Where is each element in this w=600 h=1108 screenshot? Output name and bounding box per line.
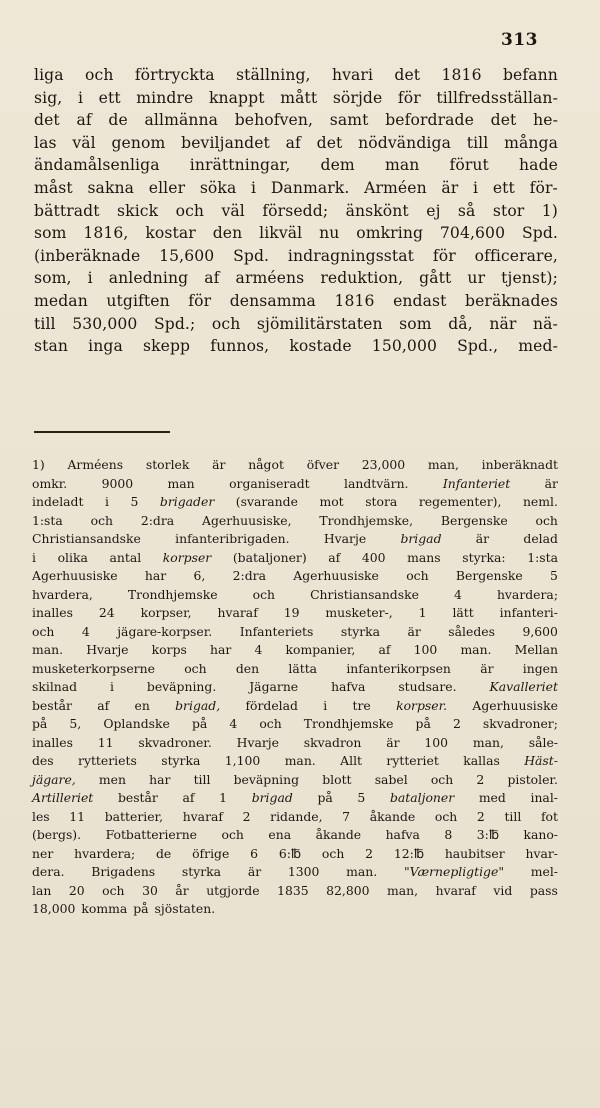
footnote-line: inalles 11 skvadroner. Hvarje skvadron är 100 man, såle-: [32, 734, 558, 750]
page-number: 313: [501, 30, 538, 50]
footnote-line: inalles 24 korpser, hvaraf 19 musketer-, 1 lätt infanteri-: [32, 605, 558, 620]
body-text-line: medan utgiften för densamma 1816 endast beräknades: [34, 291, 558, 310]
body-text-line: stan inga skepp funnos, kostade 150,000 Spd., med-: [34, 337, 558, 356]
footnote-line: 18,000 komma på sjöstaten.: [32, 901, 216, 916]
footnote-line: 1) Arméens storlek är något öfver 23,000 man, inberäknadt: [32, 457, 558, 472]
footnote-line: Agerhuusiske har 6, 2:dra Agerhuusiske och Bergenske 5: [32, 568, 558, 583]
body-text-line: till 530,000 Spd.; och sjömilitärstaten som då, när nä-: [34, 314, 558, 333]
footnote-line: jägare, men har till beväpning blott sabel och 2 pistoler.: [32, 771, 558, 787]
body-text-line: liga och förtryckta ställning, hvari det 1816 befann: [34, 66, 558, 84]
body-text-line: ändamålsenliga inrättningar, dem man förut hade: [34, 156, 558, 175]
footnote-line: dera. Brigadens styrka är 1300 man. "Værnepligtige" mel-: [32, 864, 558, 879]
footnote-line: Christiansandske infanteribrigaden. Hvarje brigad är delad: [32, 531, 558, 546]
footnote-line: hvardera, Trondhjemske och Christiansandske 4 hvardera;: [32, 586, 558, 602]
footnote-line: på 5, Oplandske på 4 och Trondhjemske på 2 skvadroner;: [32, 716, 558, 731]
body-text-line: las väl genom beviljandet af det nödvändiga till många: [34, 133, 558, 152]
footnote-line: 1:sta och 2:dra Agerhuusiske, Trondhjemske, Bergenske och: [32, 512, 558, 528]
footnote: [32, 456, 558, 919]
footnote-line: indeladt i 5 brigader (svarande mot stora regementer), neml.: [32, 494, 558, 509]
footnote-line: består af en brigad, fördelad i tre korpser. Agerhuusiske: [32, 697, 558, 713]
footnote-line: och 4 jägare-korpser. Infanteriets styrka är således 9,600: [32, 623, 558, 639]
body-text-line: måst sakna eller söka i Danmark. Arméen är i ett för-: [34, 178, 558, 197]
footnote-line: (bergs). Fotbatterierne och ena åkande hafva 8 3:℔ kano-: [32, 827, 558, 842]
footnote-line: les 11 batterier, hvaraf 2 ridande, 7 åkande och 2 till fot: [32, 808, 558, 824]
body-text-line: bättradt skick och väl försedd; änskönt ej så stor 1): [34, 201, 558, 220]
footnote-line: musketerkorpserne och den lätta infanterikorpsen är ingen: [32, 660, 558, 676]
footnote-separator-rule: [34, 431, 170, 433]
footnote-line: omkr. 9000 man organiseradt landtvärn. Infanteriet är: [32, 475, 558, 491]
footnote-line: des rytteriets styrka 1,100 man. Allt rytteriet kallas Häst-: [32, 753, 558, 768]
footnote-line: i olika antal korpser (bataljoner) af 400 mans styrka: 1:sta: [32, 549, 558, 565]
footnote-line: skilnad i beväpning. Jägarne hafva studsare. Kavalleriet: [32, 679, 558, 694]
body-text-line: (inberäknade 15,600 Spd. indragningsstat för officerare,: [34, 246, 558, 265]
footnote-line: lan 20 och 30 år utgjorde 1835 82,800 man, hvaraf vid pass: [32, 882, 558, 898]
footnote-line: man. Hvarje korps har 4 kompanier, af 100 man. Mellan: [32, 642, 558, 657]
body-text: [34, 64, 558, 358]
footnote-line: ner hvardera; de öfrige 6 6:℔ och 2 12:℔ haubitser hvar-: [32, 845, 558, 861]
body-text-line: sig, i ett mindre knappt mått sörjde för tillfredsställan-: [34, 88, 558, 107]
body-text-line: som, i anledning af arméens reduktion, gått ur tjenst);: [34, 269, 558, 288]
body-text-line: det af de allmänna behofven, samt befordrade det he-: [34, 111, 558, 130]
body-text-line: som 1816, kostar den likväl nu omkring 704,600 Spd.: [34, 224, 558, 243]
footnote-line: Artilleriet består af 1 brigad på 5 bataljoner med inal-: [32, 790, 558, 805]
